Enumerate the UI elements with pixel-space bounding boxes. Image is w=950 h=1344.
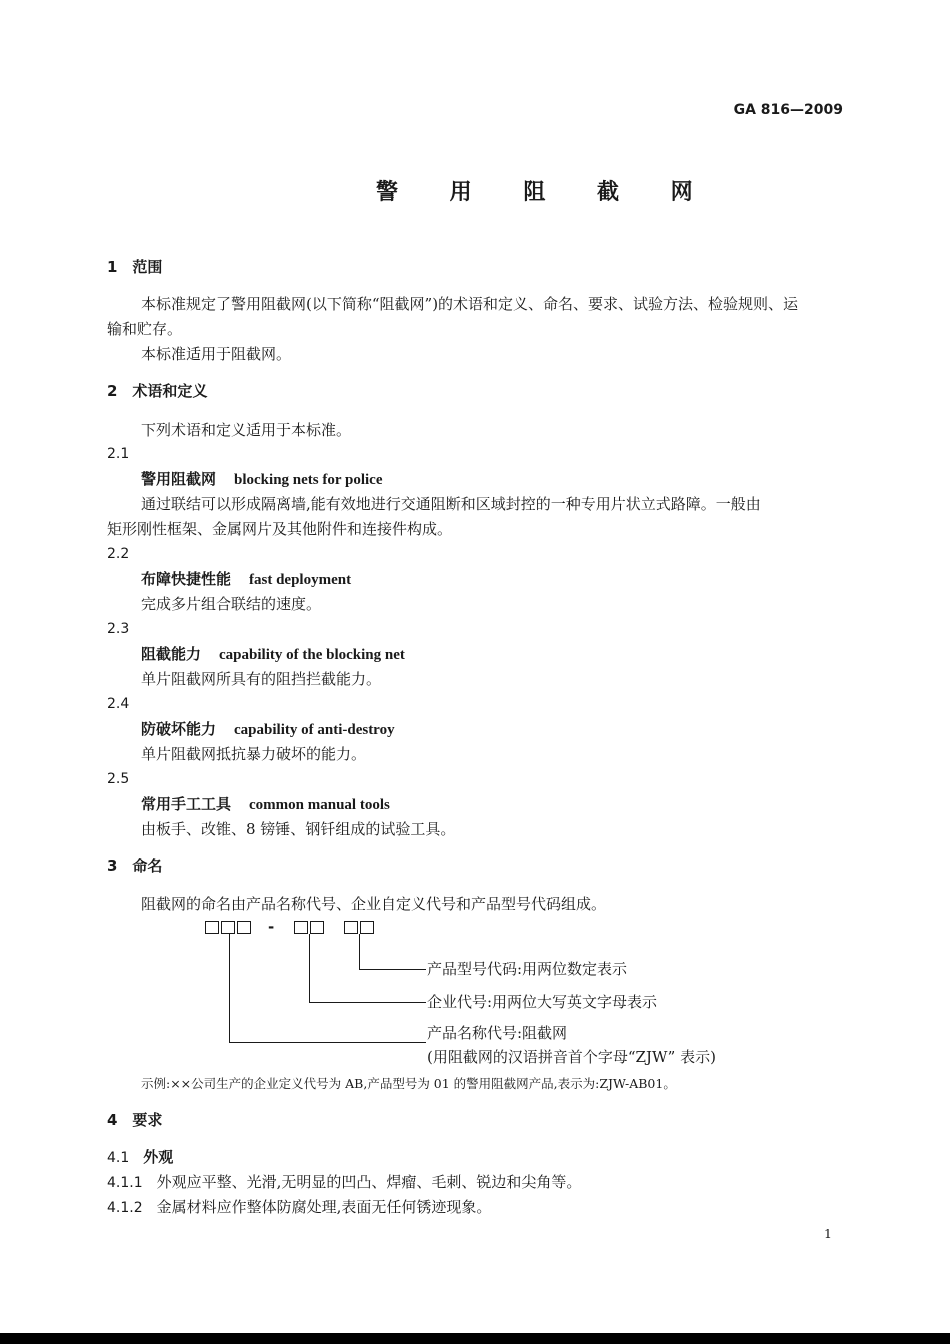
term-english: common manual tools bbox=[249, 797, 390, 813]
company-code-label: 企业代号:用两位大写英文字母表示 bbox=[427, 993, 658, 1011]
subsection-title: 外观 bbox=[143, 1148, 174, 1166]
term-number: 2.4 bbox=[107, 696, 130, 712]
term-chinese: 警用阻截网 bbox=[141, 470, 217, 488]
product-code-note: (用阻截网的汉语拼音首个字母“ZJW” 表示) bbox=[427, 1048, 716, 1066]
model-code-label: 产品型号代码:用两位数定表示 bbox=[427, 960, 628, 978]
model-code-box bbox=[344, 921, 358, 934]
model-code-box bbox=[360, 921, 374, 934]
term-chinese: 防破坏能力 bbox=[141, 720, 217, 738]
term-definition: 通过联结可以形成隔离墙,能有效地进行交通阻断和区域封控的一种专用片状立式路障。一般由 bbox=[141, 495, 761, 513]
item-number: 4.1.1 bbox=[107, 1175, 143, 1191]
product-connector-horizontal bbox=[229, 1042, 426, 1043]
term-definition: 完成多片组合联结的速度。 bbox=[141, 595, 322, 613]
term-number: 2.1 bbox=[107, 446, 130, 462]
requirement-item bbox=[107, 1172, 581, 1193]
section-1-paragraph-line-2: 输和贮存。 bbox=[107, 320, 183, 338]
term-number: 2.5 bbox=[107, 771, 130, 787]
product-code-box bbox=[205, 921, 219, 934]
term-heading bbox=[141, 794, 390, 815]
term-number: 2.2 bbox=[107, 546, 130, 562]
document-title: 警 用 阻 截 网 bbox=[376, 180, 715, 205]
term-chinese: 常用手工工具 bbox=[141, 795, 232, 813]
term-english: fast deployment bbox=[249, 572, 352, 588]
term-english: capability of anti-destroy bbox=[234, 722, 395, 738]
term-chinese: 阻截能力 bbox=[141, 645, 202, 663]
subsection-number: 4.1 bbox=[107, 1150, 130, 1166]
term-definition: 由板手、改锥、8 镑锤、钢钎组成的试验工具。 bbox=[141, 820, 456, 838]
company-code-box bbox=[310, 921, 324, 934]
term-english: capability of the blocking net bbox=[219, 647, 405, 663]
company-connector-vertical bbox=[309, 934, 310, 1003]
term-definition: 单片阻截网抵抗暴力破坏的能力。 bbox=[141, 745, 367, 763]
term-heading bbox=[141, 569, 351, 590]
term-chinese: 布障快捷性能 bbox=[141, 570, 232, 588]
term-english: blocking nets for police bbox=[234, 472, 383, 488]
product-connector-vertical bbox=[229, 934, 230, 1043]
term-definition-continued: 矩形刚性框架、金属网片及其他附件和连接件构成。 bbox=[107, 520, 453, 538]
model-connector-horizontal bbox=[359, 969, 426, 970]
section-1-scope-paragraph: 本标准适用于阻截网。 bbox=[141, 345, 292, 363]
section-1-heading: 1 范围 bbox=[107, 258, 163, 276]
term-heading bbox=[141, 719, 395, 740]
product-code-box bbox=[237, 921, 251, 934]
subsection-4-1-heading bbox=[107, 1147, 173, 1168]
product-code-label: 产品名称代号:阻截网 bbox=[427, 1024, 568, 1042]
item-text: 金属材料应作整体防腐处理,表面无任何锈迹现象。 bbox=[156, 1198, 492, 1216]
page-number: 1 bbox=[824, 1226, 832, 1241]
section-3-intro: 阻截网的命名由产品名称代号、企业自定义代号和产品型号代码组成。 bbox=[141, 895, 607, 913]
company-code-box bbox=[294, 921, 308, 934]
model-connector-vertical bbox=[359, 934, 360, 970]
section-2-heading: 2 术语和定义 bbox=[107, 382, 208, 400]
standard-code: GA 816—2009 bbox=[733, 102, 843, 118]
product-code-box bbox=[221, 921, 235, 934]
item-text: 外观应平整、光滑,无明显的凹凸、焊瘤、毛刺、锐边和尖角等。 bbox=[156, 1173, 582, 1191]
section-2-intro: 下列术语和定义适用于本标准。 bbox=[141, 421, 352, 439]
term-number: 2.3 bbox=[107, 621, 130, 637]
term-definition: 单片阻截网所具有的阻挡拦截能力。 bbox=[141, 670, 382, 688]
code-separator: - bbox=[268, 918, 275, 936]
section-4-heading: 4 要求 bbox=[107, 1111, 163, 1129]
section-3-heading: 3 命名 bbox=[107, 857, 163, 875]
requirement-item bbox=[107, 1197, 491, 1218]
term-heading bbox=[141, 469, 383, 490]
term-heading bbox=[141, 644, 405, 665]
naming-example: 示例:××公司生产的企业定义代号为 AB,产品型号为 01 的警用阻截网产品,表示为:ZJW-AB01。 bbox=[141, 1076, 676, 1091]
company-connector-horizontal bbox=[309, 1002, 426, 1003]
scan-bottom-edge bbox=[0, 1333, 950, 1344]
section-1-paragraph-line-1: 本标准规定了警用阻截网(以下简称“阻截网”)的术语和定义、命名、要求、试验方法、检验规则、运 bbox=[141, 295, 799, 313]
item-number: 4.1.2 bbox=[107, 1200, 143, 1216]
